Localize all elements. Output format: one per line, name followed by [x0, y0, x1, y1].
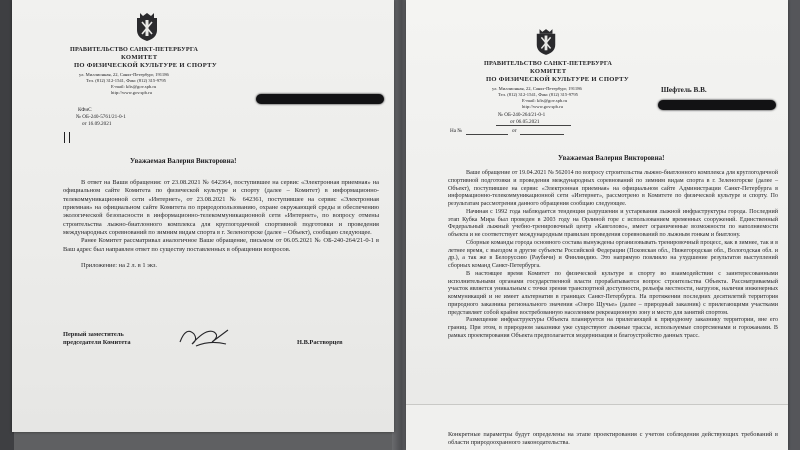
letter-2-committee-header: КОМИТЕТ — [530, 68, 567, 75]
letter-1-registry-number: № ОБ-240-5761/21-0-1 — [76, 114, 126, 120]
letter-2-next-page-strip — [406, 404, 788, 450]
letter-1-sheet — [12, 0, 394, 432]
letter-2-website: http://www.gov.spb.ru — [522, 104, 563, 109]
letter-2-phone: Тел. (812) 312-1541, Факс (812) 315-9795 — [498, 92, 578, 97]
letter-1-paragraph: В ответ на Ваши обращения: от 23.08.2021 № 642364, поступившее на сервис «Электронная приемная» на официальном сайте Комитета по физической культуре и спорту (далее – Комитет) в информационно-телекоммуникационной сети «Интернет», от 23.08.2021 № 642361, поступившее на сервис «Электронная приемная» на официальном сайте Комитета по природопользованию, охране окружающей среды и обеспечению экологической безопасности в информационно-телекоммуникационной сети «Интернет», по вопросу отмены строительства лыжно-биатлонного комплекса для круглогодичной спортивной подготовки и проведения международных соревнований по зимним видам спорта в г. Зеленогорске (далее – Объект), сообщаю следующее. — [63, 179, 379, 237]
st-petersburg-emblem-icon — [134, 12, 160, 42]
letter-2-greeting: Уважаемая Валерия Викторовна! — [558, 154, 665, 162]
letter-2-registry-number: № ОБ-240-264/21-0-1 — [498, 112, 546, 118]
letter-1-greeting: Уважаемая Валерия Викторовна! — [130, 157, 237, 165]
letter-1-department-header: ПО ФИЗИЧЕСКОЙ КУЛЬТУРЕ И СПОРТУ — [74, 62, 217, 69]
letter-2-footer-text: Конкретные параметры будут определены на этапе проектирования с учетом соблюдения действующих требований в области природоохранного законодательства. — [448, 431, 778, 446]
letter-1-government-header: ПРАВИТЕЛЬСТВО САНКТ-ПЕТЕРБУРГА — [70, 46, 199, 53]
letter-2-paragraph: Начиная с 1992 года наблюдается тенденция разрушения и устаревания лыжной инфраструктуры города. Последний этап Кубка Мира был проведен в 2003 году на Орлиной горе с использованием временных сооружений. Единственный Федеральный лыжный учебно-тренировочный центр «Кавголово», имеет ограниченные возможности по наполняемости объекта и не соответствует международным правилам проведения соревнований по лыжным гонкам и биатлону. — [448, 208, 778, 238]
letter-1-attachment: Приложение: на 2 л. в 1 экз. — [81, 262, 157, 270]
st-petersburg-emblem-icon — [534, 28, 558, 56]
letter-1-registry-label: КФиС — [78, 107, 92, 113]
letter-1-website: http://www.gov.spb.ru — [111, 90, 152, 95]
letter-1-registry-date: от 16.09.2021 — [82, 121, 112, 127]
barcode-mark — [64, 132, 70, 143]
letter-2-paragraph: Сборные команды города основного состава вынуждены организовывать тренировочный процесс, как в зимнее, так и в летнее время, с выездом в другие субъекты Российской Федерации (Псковская обл., Нижегородская обл., Вологодская обл. и др.), а так же в Белоруссию (Раубичи) и Финляндию. Это напрямую повлияло на ухудшение результатов выступлений сборных команд Санкт-Петербурга. — [448, 239, 778, 269]
letter-1-signer-title-2: председателя Комитета — [63, 339, 131, 346]
dark-background-right — [788, 0, 800, 450]
letter-2-paragraph: В настоящее время Комитет по физической культуре и спорту во взаимодействии с заинтересованными исполнительными органами государственной власти прорабатывается вопрос строительства Объекта. Рассматриваемый участок является уникальным с точки зрения транспортной доступности, рельефа местности, нагрузок, наличия инженерных коммуникаций и не имеет альтернатив в границах Санкт-Петербурга. На протяжении последних десятилетий территория природного заказника регионального значения «Озеро Щучье» (далее – природный заказник) с прилегающими участками представляет собой крайне востребованную населением рекреационную зону и место для занятий спортом. — [448, 270, 778, 316]
letter-2-registry-date: от 06.05.2021 — [510, 119, 540, 125]
handwritten-signature — [176, 322, 234, 350]
letter-1-email: E-mail: kfis@gov.spb.ru — [111, 84, 157, 89]
letter-2-sheet — [406, 0, 788, 450]
letter-2-body — [448, 170, 778, 341]
letter-1-paragraph: Ранее Комитет рассматривал аналогичное Ваше обращение, письмом от 06.05.2021 № ОБ-240-264/21-0-1 в Ваш адрес был направлен ответ по существу поставленных в обращении вопросов. — [63, 237, 379, 253]
letter-2-email: E-mail: kfis@gov.spb.ru — [522, 98, 568, 103]
letter-1-address: ул. Миллионная, 22, Санкт-Петербург, 191186 — [79, 72, 169, 77]
registry-underline — [496, 125, 571, 126]
letter-2-paragraph: Ваше обращение от 19.04.2021 № 562014 по вопросу строительства лыжно-биатлонного комплекса для круглогодичной спортивной подготовки и проведения международных соревнований по зимним видам спорта в г. Зеленогорске (далее – Объект), поступившее на сервис «Электронная приемная» на официальном сайте Администрации Санкт-Петербурга в информационно-телекоммуникационной сети «Интернет», рассмотрено в Комитете по физической культуре и спорту. По результатам рассмотрения данного обращения сообщаю следующее. — [448, 170, 778, 207]
letter-2-government-header: ПРАВИТЕЛЬСТВО САНКТ-ПЕТЕРБУРГА — [484, 60, 613, 67]
letter-1-signer-title-1: Первый заместитель — [63, 331, 124, 338]
letter-2-paragraph: Размещение инфраструктуры Объекта планируется на прилегающей к природному заказнику территории, вне его границ. При этом, в природном заказнике уже существуют лыжные трассы, используемые спортсменами и горожанами. В рамках проектирования Объекта предполагается модернизация и благоустройство данных трасс. — [448, 317, 778, 339]
letter-2-addressee: Шефтель В.В. — [661, 86, 707, 94]
letter-1-signer-name: Н.В.Растворцев — [297, 339, 343, 346]
letter-2-na-label: На № — [450, 128, 463, 134]
na-underline — [466, 134, 508, 135]
letter-1-committee-header: КОМИТЕТ — [121, 54, 158, 61]
ot-underline — [520, 134, 564, 135]
letter-2-address: ул. Миллионная, 22, Санкт-Петербург, 191186 — [492, 86, 582, 91]
redacted-block — [256, 94, 384, 104]
letter-1-phone: Тел. (812) 312-1541, Факс (812) 315-9795 — [86, 78, 166, 83]
letter-1-body — [63, 179, 379, 270]
redacted-block — [658, 100, 776, 110]
letter-2-department-header: ПО ФИЗИЧЕСКОЙ КУЛЬТУРЕ И СПОРТУ — [486, 76, 629, 83]
letter-2-ot-label: от — [512, 128, 517, 134]
